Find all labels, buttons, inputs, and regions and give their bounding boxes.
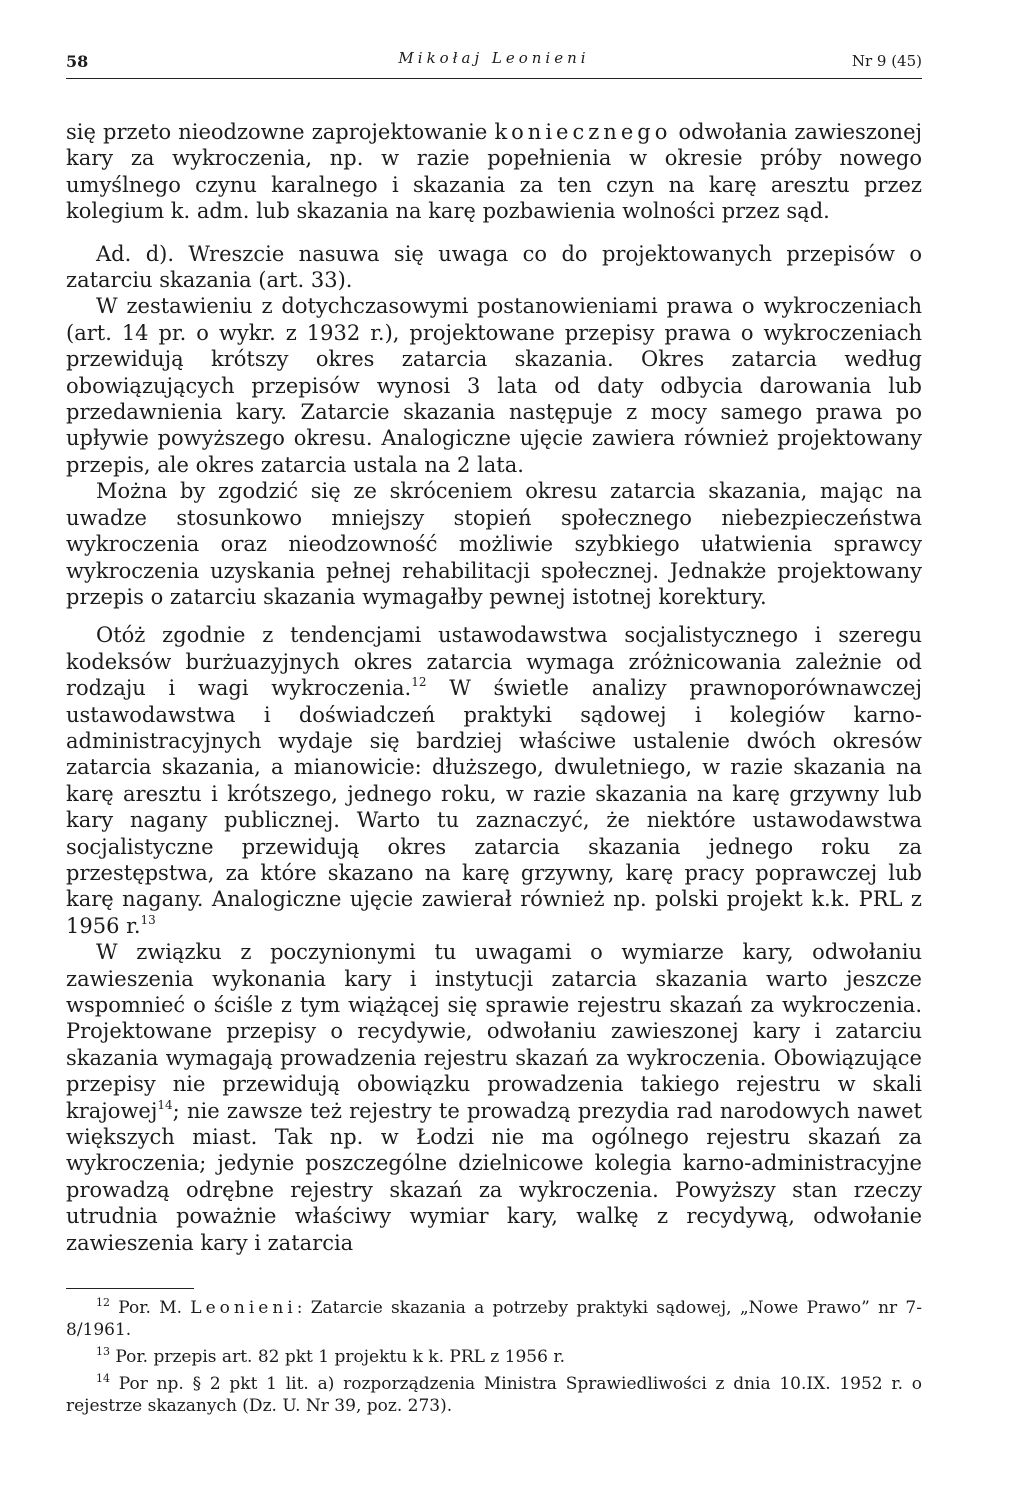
footnote-number: 14 [96,1372,110,1386]
footnote-ref-13[interactable]: 13 [140,912,156,927]
footnote-number: 12 [96,1296,110,1310]
footnote-author: Leonieni [190,1298,297,1319]
running-head-author: Mikołaj Leonieni [398,49,590,67]
paragraph-4: Można by zgodzić się ze skróceniem okresu zatarcia skazania, mając na uwadze stosunkowo mniejszy stopień społecznego niebezpieczeństwa wykroczenia oraz nieodzowność możliwie szybkiego ułatwienia sprawcy wykroczenia uzyskania pełnej rehabilitacji społecznej. Jednakże projektowany przepis o zatarciu skazania wymagałby pewnej istotnej korektury. [66,479,922,609]
paragraph-2: Ad. d). Wreszcie nasuwa się uwaga co do projektowanych przepisów o zatarciu skazania (art. 33). [66,241,922,293]
paragraph-5: Otóż zgodnie z tendencjami ustawodawstwa socjalistycznego i szeregu kodeksów burżuazyjnych okres zatarcia wymaga zróżnicowania zależnie od rodzaju i wagi wykroczenia.$^{12}$ W świetle analizy prawnoporównawczej ustawodawstwa i doświadczeń praktyki sądowej i kolegiów karno-administracyjnych wydaje się bardziej właściwe ustalenie dwóch okresów zatarcia skazania, a mianowicie: dłuższego, dwuletniego, w razie skazania na karę aresztu i krótszego, jednego roku, w razie skazania na karę grzywny lub kary nagany publicznej. Warto tu zaznaczyć, że niektóre ustawodawstwa socjalistyczne przewidują okres zatarcia skazania jednego roku za przestępstwa, za które skazano na karę grzywny, karę pracy poprawczej lub karę nagany. Analogiczne ujęcie zawierał również np. polski projekt k.k. PRL z 1956 r.$^{13}$ [66,623,922,938]
footnote-13: $^{13}$ Por. przepis art. 82 pkt 1 projektu k k. PRL z 1956 r. [96,1345,566,1368]
article-body [66,119,922,1256]
footnote-divider [66,1288,194,1289]
footnotes [66,1297,922,1417]
footnote-ref-14[interactable]: 14 [157,1097,173,1112]
emphasized-word: koniecznego [494,120,672,144]
paragraph-6: W związku z poczynionymi tu uwagami o wymiarze kary, odwołaniu zawieszenia wykonania kary i instytucji zatarcia skazania warto jeszcze wspomnieć o ściśle z tym wiążącej się sprawie rejestru skazań za wykroczenia. Projektowane przepisy o recydywie, odwołaniu zawieszonej kary i zatarciu skazania wymagają prowadzenia rejestru skazań za wykroczenia. Obowiązujące przepisy nie przewidują obowiązku prowadzenia takiego rejestru w skali krajowej$^{14}$; nie zawsze też rejestry te prowadzą prezydia rad narodowych nawet większych miast. Tak np. w Łodzi nie ma ogólnego rejestru skazań za wykroczenia; jedynie poszczególne dzielnicowe kolegia karno-administracyjne prowadzą odrębne rejestry skazań za wykroczenia. Powyższy stan rzeczy utrudnia poważnie właściwy wymiar kary, walkę z recydywą, odwołanie zawieszenia kary i zatarcia [66,940,922,1255]
running-head [66,44,922,79]
page-number: 58 [66,52,89,71]
issue-number: Nr 9 (45) [851,52,922,70]
paragraph-1: się przeto nieodzowne zaprojektowanie koniecznego odwołania zawieszonej kary za wykroczenia, np. w razie popełnienia w okresie próby nowego umyślnego czynu karalnego i skazania za ten czyn na karę aresztu przez kolegium k. adm. lub skazania na karę pozbawienia wolności przez sąd. [66,120,923,224]
paragraph-3: W zestawieniu z dotychczasowymi postanowieniami prawa o wykroczeniach (art. 14 pr. o wykr. z 1932 r.), projektowane przepisy prawa o wykroczeniach przewidują krótszy okres zatarcia skazania. Okres zatarcia według obowiązujących przepisów wynosi 3 lata od daty odbycia darowania lub przedawnienia kary. Zatarcie skazania następuje z mocy samego prawa po upływie powyższego okresu. Analogiczne ujęcie zawiera również projektowany przepis, ale okres zatarcia ustala na 2 lata. [66,294,922,477]
footnote-number: 13 [96,1345,110,1359]
page [66,44,922,1422]
footnote-ref-12[interactable]: 12 [411,675,427,690]
footnote-12: $^{12}$ Por. M. Leonieni: Zatarcie skazania a potrzeby praktyki sądowej, „Nowe Prawo” nr 7-8/1961. [66,1296,922,1341]
footnote-14: $^{14}$ Por np. § 2 pkt 1 lit. a) rozporządzenia Ministra Sprawiedliwości z dnia 10.IX. 1952 r. o rejestrze skazanych (Dz. U. Nr 39, poz. 273). [66,1372,922,1417]
